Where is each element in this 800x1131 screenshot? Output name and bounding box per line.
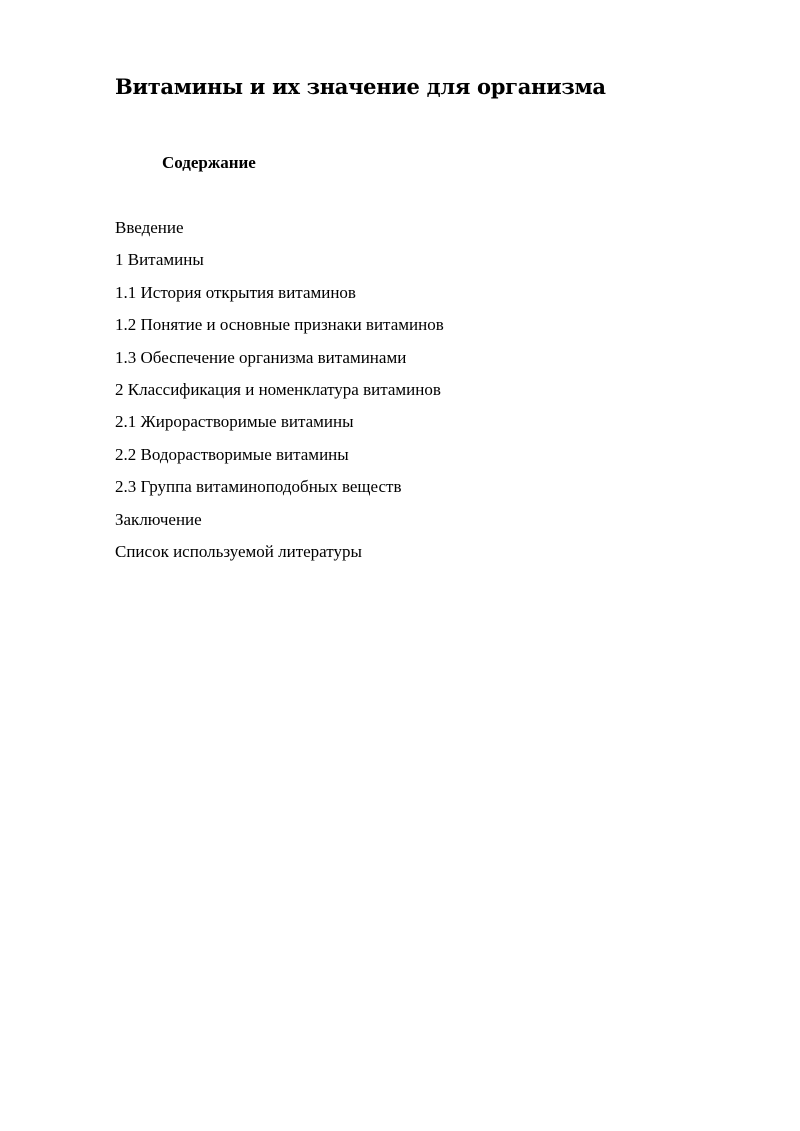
toc-item-discovery-history: 1.1 История открытия витаминов bbox=[115, 282, 356, 302]
toc-item-water-soluble: 2.2 Водорастворимые витамины bbox=[115, 444, 349, 464]
toc-item-fat-soluble: 2.1 Жирорастворимые витамины bbox=[115, 412, 354, 432]
toc-item-vitamins: 1 Витамины bbox=[115, 250, 204, 270]
toc-item-conclusion: Заключение bbox=[115, 509, 202, 529]
toc-item-concept-features: 1.2 Понятие и основные признаки витаминов bbox=[115, 315, 444, 335]
document-title: Витамины и их значение для организма bbox=[115, 74, 606, 99]
table-of-contents bbox=[115, 216, 444, 572]
toc-item-references: Список используемой литературы bbox=[115, 541, 362, 561]
toc-item-vitamin-like: 2.3 Группа витаминоподобных веществ bbox=[115, 477, 402, 497]
toc-item-classification: 2 Классификация и номенклатура витаминов bbox=[115, 379, 441, 399]
toc-item-introduction: Введение bbox=[115, 218, 184, 237]
toc-item-body-supply: 1.3 Обеспечение организма витаминами bbox=[115, 347, 407, 367]
toc-heading: Содержание bbox=[162, 153, 256, 172]
